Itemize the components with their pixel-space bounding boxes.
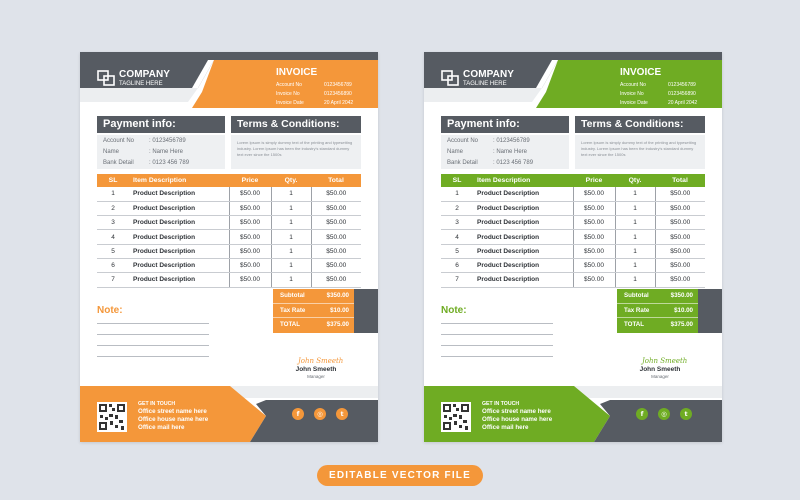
cell-description: Product Description [473,201,573,215]
tax-rate-label: Tax Rate [624,306,650,314]
cell-qty: 1 [615,201,655,215]
payment-label: Account No [447,138,479,144]
cell-sl: 7 [97,273,129,287]
facebook-icon[interactable]: f [292,408,304,420]
cell-price: $50.00 [229,187,271,201]
payment-label: Bank Detail [103,160,134,166]
cell-description: Product Description [129,244,229,258]
company-tagline: TAGLINE HERE [463,81,507,87]
cell-description: Product Description [473,187,573,201]
cell-sl: 4 [441,230,473,244]
cell-price: $50.00 [229,230,271,244]
cell-description: Product Description [473,244,573,258]
meta-label: Account No [276,82,302,88]
col-header-qty: Qty. [628,177,642,184]
col-header-price: Price [241,177,259,184]
cell-price: $50.00 [573,244,615,258]
cell-description: Product Description [473,216,573,230]
cell-qty: 1 [271,187,311,201]
cell-total: $50.00 [311,216,361,230]
cell-sl: 2 [441,201,473,215]
cell-total: $50.00 [655,187,705,201]
office-mail: Office mail here [138,424,185,431]
cell-description: Product Description [129,258,229,272]
table-row [441,230,705,244]
cell-qty: 1 [615,244,655,258]
cell-total: $50.00 [311,244,361,258]
note-line [441,345,553,346]
invoice-meta [620,81,716,108]
table-row [97,216,361,230]
totals-row [617,289,698,304]
terms-box [575,135,705,169]
get-in-touch-label: GET IN TOUCH [482,401,520,407]
table-row [441,187,705,201]
meta-value: 0123456789 [668,82,696,88]
totals-row [617,318,698,333]
note-line [97,356,209,357]
invoice-meta-row [276,99,372,108]
table-row [441,258,705,272]
cell-price: $50.00 [229,258,271,272]
table-row [97,201,361,215]
invoice-meta-row [276,81,372,90]
table-row [97,187,361,201]
meta-label: Invoice No [276,91,300,97]
cell-description: Product Description [473,258,573,272]
invoice-title: INVOICE [276,67,318,78]
cell-total: $50.00 [311,187,361,201]
cell-qty: 1 [271,201,311,215]
col-header-sl: SL [452,177,462,184]
totals-box [273,289,354,333]
cell-sl: 5 [97,244,129,258]
cell-qty: 1 [615,273,655,287]
totals-row [617,304,698,319]
invoice-meta-row [620,90,716,99]
col-header-description: Item Description [133,177,187,184]
table-row [97,230,361,244]
cell-total: $50.00 [311,201,361,215]
total-value: $375.00 [326,321,349,329]
table-row [97,273,361,287]
twitter-icon[interactable]: t [680,408,692,420]
tax-rate-value: $10.00 [674,306,693,314]
payment-row [97,147,225,157]
cell-description: Product Description [129,216,229,230]
invoice-title: INVOICE [620,67,662,78]
cell-qty: 1 [271,244,311,258]
tax-rate-label: Tax Rate [280,306,306,314]
payment-info-box [441,135,569,169]
signatory-name: John Smeeth [639,366,681,373]
totals-row [273,289,354,304]
note-line [441,356,553,357]
note-line [441,323,553,324]
totals-row [273,318,354,333]
facebook-icon[interactable]: f [636,408,648,420]
payment-value: : 0123 456 789 [493,160,534,166]
office-mail: Office mail here [482,424,529,431]
cell-price: $50.00 [229,273,271,287]
cell-qty: 1 [271,273,311,287]
cell-sl: 5 [441,244,473,258]
cell-description: Product Description [129,273,229,287]
company-name: COMPANY [119,69,171,80]
cell-qty: 1 [615,187,655,201]
meta-value: 0123456890 [324,91,352,97]
cell-total: $50.00 [655,273,705,287]
payment-row [441,136,569,146]
payment-value: : 0123 456 789 [149,160,190,166]
note-line [441,334,553,335]
payment-label: Bank Detail [447,160,478,166]
cell-qty: 1 [615,216,655,230]
cell-price: $50.00 [573,273,615,287]
totals-side-strip [698,289,722,333]
meta-label: Invoice Date [276,100,304,106]
office-house: Office house name here [482,416,553,423]
cell-qty: 1 [271,230,311,244]
meta-value: 0123456890 [668,91,696,97]
terms-heading: Terms & Conditions: [231,116,361,133]
cell-sl: 1 [97,187,129,201]
invoice-meta-row [620,99,716,108]
meta-label: Account No [620,82,646,88]
table-row [441,273,705,287]
cell-price: $50.00 [229,216,271,230]
cell-description: Product Description [129,230,229,244]
col-header-description: Item Description [477,177,531,184]
payment-value: : Name Here [493,149,528,155]
col-header-sl: SL [108,177,118,184]
cell-sl: 6 [441,258,473,272]
payment-row [97,136,225,146]
cell-price: $50.00 [573,201,615,215]
meta-label: Invoice Date [620,100,648,106]
invoice-sheet-green [424,52,722,442]
terms-heading: Terms & Conditions: [575,116,705,133]
note-line [97,334,209,335]
company-logo-icon [97,70,116,86]
cell-price: $50.00 [573,187,615,201]
payment-label: Name [103,149,120,155]
payment-info-box [97,135,225,169]
meta-label: Invoice No [620,91,644,97]
col-header-total: Total [672,177,688,184]
table-header-row [97,174,361,187]
payment-info-heading: Payment info: [97,116,225,133]
payment-row [97,158,225,168]
instagram-icon[interactable]: ◎ [658,408,670,420]
note-line [97,323,209,324]
cell-price: $50.00 [573,216,615,230]
cell-total: $50.00 [655,258,705,272]
invoice-meta-row [276,90,372,99]
subtotal-label: Subtotal [280,292,305,299]
col-header-qty: Qty. [284,177,298,184]
table-row [441,201,705,215]
cell-price: $50.00 [229,244,271,258]
office-street: Office street name here [138,408,207,415]
company-name: COMPANY [463,69,515,80]
note-line [97,345,209,346]
cell-sl: 3 [441,216,473,230]
total-label: TOTAL [280,321,301,329]
signatory-role: Manager [651,374,669,379]
payment-label: Name [447,149,464,155]
signature-script: John Smeeth [298,357,344,365]
table-header-row [441,174,705,187]
invoice-meta [276,81,372,108]
table-row [441,244,705,258]
table-row [97,258,361,272]
meta-value: 20 April 2042 [668,100,698,106]
payment-label: Account No [103,138,135,144]
qr-code-icon [97,402,127,432]
cell-total: $50.00 [655,244,705,258]
cell-total: $50.00 [311,273,361,287]
meta-value: 0123456789 [324,82,352,88]
terms-box [231,135,361,169]
terms-text: Lorem Ipsum is simply dummy text of the printing and typesetting industry. Lorem Ipsum has been the industry's standard dummy text ever since the 1500s [581,140,697,157]
subtotal-value: $350.00 [670,292,693,299]
cell-sl: 6 [97,258,129,272]
meta-value: 20 April 2042 [324,100,354,106]
cell-total: $50.00 [655,230,705,244]
cell-sl: 1 [441,187,473,201]
cell-price: $50.00 [573,230,615,244]
subtotal-label: Subtotal [624,292,649,299]
terms-text: Lorem Ipsum is simply dummy text of the printing and typesetting industry. Lorem Ipsum has been the industry's standard dummy text ever since the 1500s [237,140,353,157]
cell-price: $50.00 [573,258,615,272]
col-header-total: Total [328,177,344,184]
cell-sl: 3 [97,216,129,230]
items-table [441,174,705,288]
totals-side-strip [354,289,378,333]
items-table [97,174,361,288]
cell-total: $50.00 [655,216,705,230]
payment-value: : 0123456789 [493,138,530,144]
office-street: Office street name here [482,408,551,415]
signatory-name: John Smeeth [295,366,337,373]
col-header-price: Price [585,177,603,184]
qr-code-icon [441,402,471,432]
cell-sl: 2 [97,201,129,215]
table-row [97,244,361,258]
cell-total: $50.00 [655,201,705,215]
company-logo-icon [441,70,460,86]
company-tagline: TAGLINE HERE [119,81,163,87]
totals-box [617,289,698,333]
note-label: Note: [441,305,467,316]
totals-row [273,304,354,319]
signatory-role: Manager [307,374,325,379]
cell-sl: 7 [441,273,473,287]
invoice-meta-row [620,81,716,90]
cell-qty: 1 [271,216,311,230]
table-row [441,216,705,230]
cell-price: $50.00 [229,201,271,215]
cell-description: Product Description [473,230,573,244]
subtotal-value: $350.00 [326,292,349,299]
payment-row [441,158,569,168]
cell-qty: 1 [615,230,655,244]
cell-description: Product Description [129,187,229,201]
instagram-icon[interactable]: ◎ [314,408,326,420]
total-value: $375.00 [670,321,693,329]
invoice-sheet-orange [80,52,378,442]
editable-vector-file-button[interactable]: EDITABLE VECTOR FILE [317,465,483,486]
cell-description: Product Description [129,201,229,215]
payment-value: : Name Here [149,149,184,155]
cell-qty: 1 [271,258,311,272]
office-house: Office house name here [138,416,209,423]
tax-rate-value: $10.00 [330,306,349,314]
get-in-touch-label: GET IN TOUCH [138,401,176,407]
cell-description: Product Description [473,273,573,287]
cell-qty: 1 [615,258,655,272]
cell-total: $50.00 [311,230,361,244]
signature-script: John Smeeth [642,357,688,365]
twitter-icon[interactable]: t [336,408,348,420]
payment-row [441,147,569,157]
note-label: Note: [97,305,123,316]
cell-sl: 4 [97,230,129,244]
payment-value: : 0123456789 [149,138,186,144]
total-label: TOTAL [624,321,645,329]
cell-total: $50.00 [311,258,361,272]
payment-info-heading: Payment info: [441,116,569,133]
